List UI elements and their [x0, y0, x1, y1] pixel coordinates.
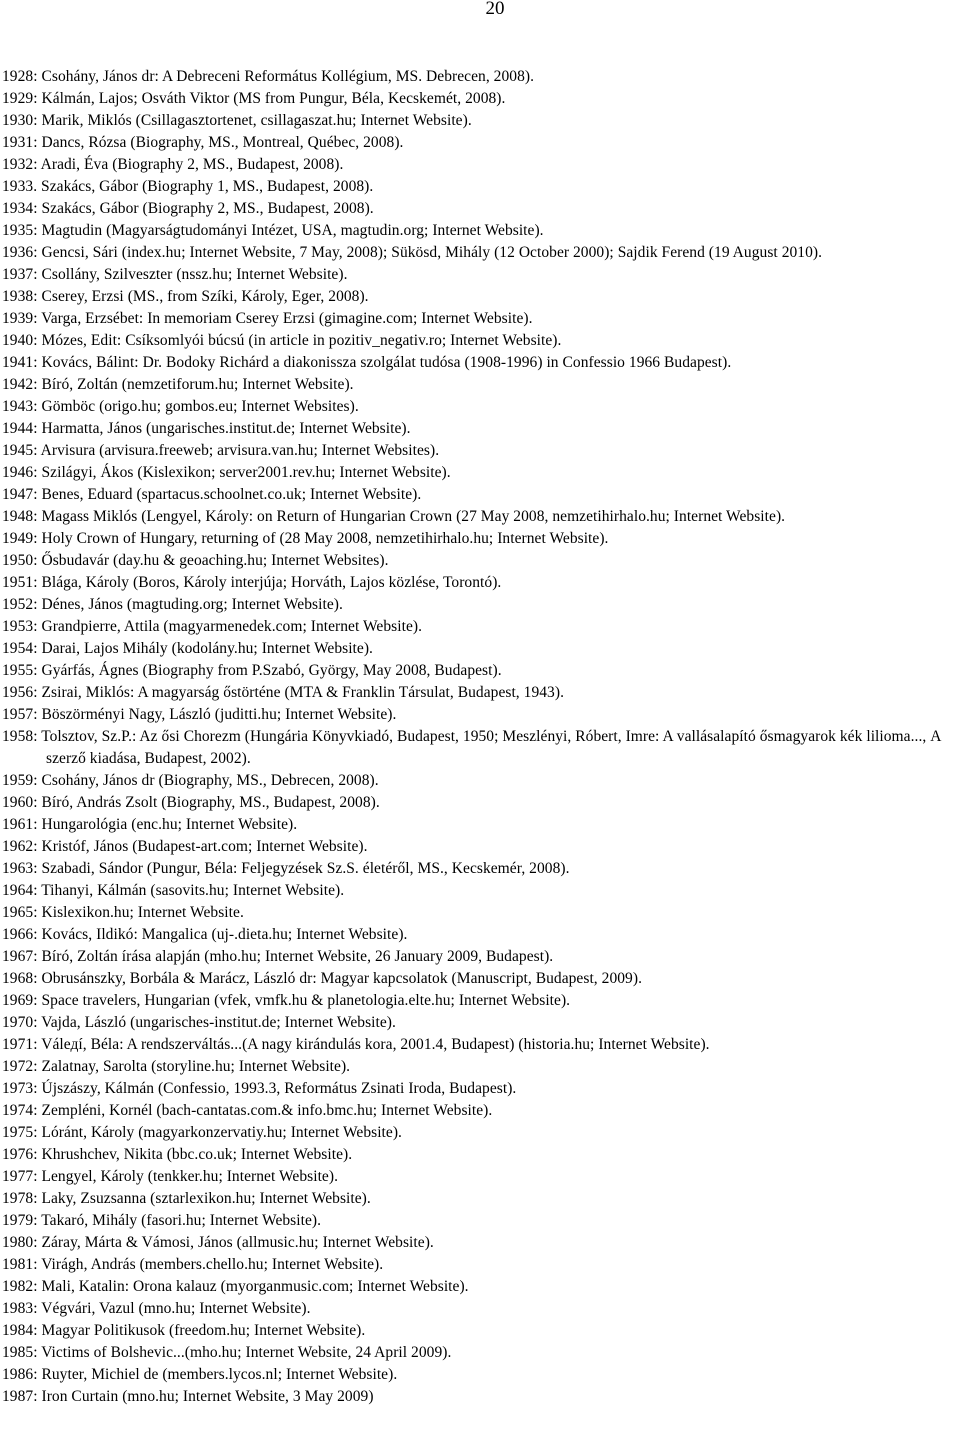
- reference-entry: 1934: Szakács, Gábor (Biography 2, MS., Budapest, 2008).: [2, 200, 374, 217]
- reference-entry: 1967: Bíró, Zoltán írása alapján (mho.hu; Internet Website, 26 January 2009, Budapest).: [2, 948, 554, 965]
- reference-entry: 1950: Ősbudavár (day.hu & geoaching.hu; Internet Websites).: [2, 552, 389, 569]
- reference-entry: 1930: Marik, Miklós (Csillagasztortenet, csillagaszat.hu; Internet Website).: [2, 112, 472, 129]
- reference-entry: 1938: Cserey, Erzsi (MS., from Szíki, Károly, Eger, 2008).: [2, 288, 369, 305]
- reference-entry: 1974: Zempléni, Kornél (bach-cantatas.com.& info.bmc.hu; Internet Website).: [2, 1102, 493, 1119]
- reference-list: [2, 66, 958, 1408]
- reference-entry: 1931: Dancs, Rózsa (Biography, MS., Montreal, Québec, 2008).: [2, 134, 404, 151]
- reference-entry: 1929: Kálmán, Lajos; Osváth Viktor (MS from Pungur, Béla, Kecskemét, 2008).: [2, 90, 506, 107]
- reference-entry: 1973: Újszászy, Kálmán (Confessio, 1993.3, Református Zsinati Iroda, Budapest).: [2, 1080, 517, 1097]
- reference-entry: 1937: Csollány, Szilveszter (nssz.hu; Internet Website).: [2, 266, 348, 283]
- reference-entry: 1939: Varga, Erzsébet: In memoriam Cserey Erzsi (gimagine.com; Internet Website).: [2, 310, 533, 327]
- reference-entry: 1964: Tihanyi, Kálmán (sasovits.hu; Internet Website).: [2, 882, 345, 899]
- reference-entry: 1978: Laky, Zsuzsanna (sztarlexikon.hu; Internet Website).: [2, 1190, 371, 1207]
- reference-entry: 1955: Gyárfás, Ágnes (Biography from P.Szabó, György, May 2008, Budapest).: [2, 662, 502, 679]
- reference-entry: 1979: Takaró, Mihály (fasori.hu; Internet Website).: [2, 1212, 322, 1229]
- reference-entry: 1981: Virágh, András (members.chello.hu; Internet Website).: [2, 1256, 384, 1273]
- reference-entry: 1958: Tolsztov, Sz.P.: Az ősi Chorezm (Hungária Könyvkiadó, Budapest, 1950; Meszlényi, Róbert, Imre: A vallásalapító ősmagyarok kék liliomа..., A szerző kiadása, Budapest, 2002).: [2, 728, 941, 767]
- reference-entry: 1960: Bíró, András Zsolt (Biography, MS., Budapest, 2008).: [2, 794, 380, 811]
- reference-entry: 1965: Kislexikon.hu; Internet Website.: [2, 904, 244, 921]
- reference-entry: 1942: Bíró, Zoltán (nemzetiforum.hu; Internet Website).: [2, 376, 354, 393]
- reference-entry: 1957: Böszörményi Nagy, László (juditti.hu; Internet Website).: [2, 706, 397, 723]
- reference-entry: 1940: Mózes, Edit: Csíksomlyói búcsú (in article in pozitiv_negativ.ro; Internet Website).: [2, 332, 562, 349]
- reference-entry: 1975: Lóránt, Károly (magyarkonzervatiy.hu; Internet Website).: [2, 1124, 402, 1141]
- reference-entry: 1941: Kovács, Bálint: Dr. Bodoky Richárd a diakonissza szolgálat tudósa (1908-1996) in Confessio 1966 Budapest).: [2, 354, 732, 371]
- reference-entry: 1986: Ruyter, Michiel de (members.lycos.nl; Internet Website).: [2, 1366, 398, 1383]
- reference-entry: 1961: Hungarológia (enc.hu; Internet Website).: [2, 816, 298, 833]
- reference-entry: 1968: Obrusánszky, Borbála & Marácz, László dr: Magyar kapcsolatok (Manuscript, Budapest, 2009).: [2, 970, 642, 987]
- reference-entry: 1977: Lengyel, Károly (tenkker.hu; Internet Website).: [2, 1168, 338, 1185]
- reference-entry: 1971: Válедí, Béla: A rendszerváltás...(A nagy kirándulás kora, 2001.4, Budapest) (historia.hu; Internet Website).: [2, 1036, 710, 1053]
- reference-entry: 1946: Szilágyi, Ákos (Kislexikon; server2001.rev.hu; Internet Website).: [2, 464, 451, 481]
- reference-entry: 1953: Grandpierre, Attila (magyarmenedek.com; Internet Website).: [2, 618, 423, 635]
- reference-entry: 1982: Mali, Katalin: Orona kalauz (myorganmusic.com; Internet Website).: [2, 1278, 469, 1295]
- reference-entry: 1944: Harmatta, János (ungarisches.institut.de; Internet Website).: [2, 420, 411, 437]
- reference-entry: 1932: Aradi, Éva (Biography 2, MS., Budapest, 2008).: [2, 156, 344, 173]
- reference-entry: 1951: Blága, Károly (Boros, Károly interjúja; Horváth, Lajos közlése, Torontó).: [2, 574, 502, 591]
- reference-entry: 1972: Zalatnay, Sarolta (storyline.hu; Internet Website).: [2, 1058, 351, 1075]
- reference-entry: 1985: Victims of Bolshevic...(mho.hu; Internet Website, 24 April 2009).: [2, 1344, 452, 1361]
- reference-entry: 1935: Magtudin (Magyarságtudományi Intézet, USA, magtudin.org; Internet Website).: [2, 222, 544, 239]
- reference-entry: 1987: Iron Curtain (mno.hu; Internet Website, 3 May 2009): [2, 1388, 374, 1405]
- reference-entry: 1947: Benes, Eduard (spartacus.schoolnet.co.uk; Internet Website).: [2, 486, 422, 503]
- reference-entry: 1970: Vajda, László (ungarisches-institut.de; Internet Website).: [2, 1014, 396, 1031]
- reference-entry: 1984: Magyar Politikusok (freedom.hu; Internet Website).: [2, 1322, 366, 1339]
- reference-entry: 1945: Arvisura (arvisura.freeweb; arvisura.van.hu; Internet Websites).: [2, 442, 440, 459]
- reference-entry: 1956: Zsirai, Miklós: A magyarság őstörténe (MTA & Franklin Társulat, Budapest, 1943).: [2, 684, 564, 701]
- reference-entry: 1983: Végvári, Vazul (mno.hu; Internet Website).: [2, 1300, 311, 1317]
- reference-entry: 1962: Kristóf, János (Budapest-art.com; Internet Website).: [2, 838, 368, 855]
- reference-entry: 1954: Darai, Lajos Mihály (kodolány.hu; Internet Website).: [2, 640, 373, 657]
- reference-entry: 1963: Szabadi, Sándor (Pungur, Béla: Feljegyzések Sz.S. életéről, MS., Kecskemér, 2008).: [2, 860, 570, 877]
- reference-entry: 1976: Khrushchev, Nikita (bbc.co.uk; Internet Website).: [2, 1146, 353, 1163]
- page-number: 20: [485, 0, 505, 19]
- reference-entry: 1949: Holy Crown of Hungary, returning of (28 May 2008, nemzetihirhalo.hu; Internet Website).: [2, 530, 609, 547]
- reference-entry: 1952: Dénes, János (magtuding.org; Internet Website).: [2, 596, 343, 613]
- reference-entry: 1943: Gömböc (origo.hu; gombos.eu; Internet Websites).: [2, 398, 359, 415]
- reference-entry: 1966: Kovács, Ildikó: Mangalica (uj-.dieta.hu; Internet Website).: [2, 926, 408, 943]
- reference-entry: 1936: Gencsi, Sári (index.hu; Internet Website, 7 May, 2008); Sükösd, Mihály (12 October 2000); Sajdik Ferend (19 August 2010).: [2, 244, 823, 261]
- reference-entry: 1948: Magass Miklós (Lengyel, Károly: on Return of Hungarian Crown (27 May 2008, nemzetihirhalo.hu; Internet Website).: [2, 508, 786, 525]
- reference-entry: 1959: Csohány, János dr (Biography, MS., Debrecen, 2008).: [2, 772, 379, 789]
- reference-entry: 1928: Csohány, János dr: A Debreceni Református Kollégium, MS. Debrecen, 2008).: [2, 68, 535, 85]
- reference-entry: 1969: Space travelers, Hungarian (vfek, vmfk.hu & planetologia.elte.hu; Internet Website).: [2, 992, 571, 1009]
- reference-entry: 1980: Záray, Márta & Vámosi, János (allmusic.hu; Internet Website).: [2, 1234, 434, 1251]
- reference-entry: 1933. Szakács, Gábor (Biography 1, MS., Budapest, 2008).: [2, 178, 374, 195]
